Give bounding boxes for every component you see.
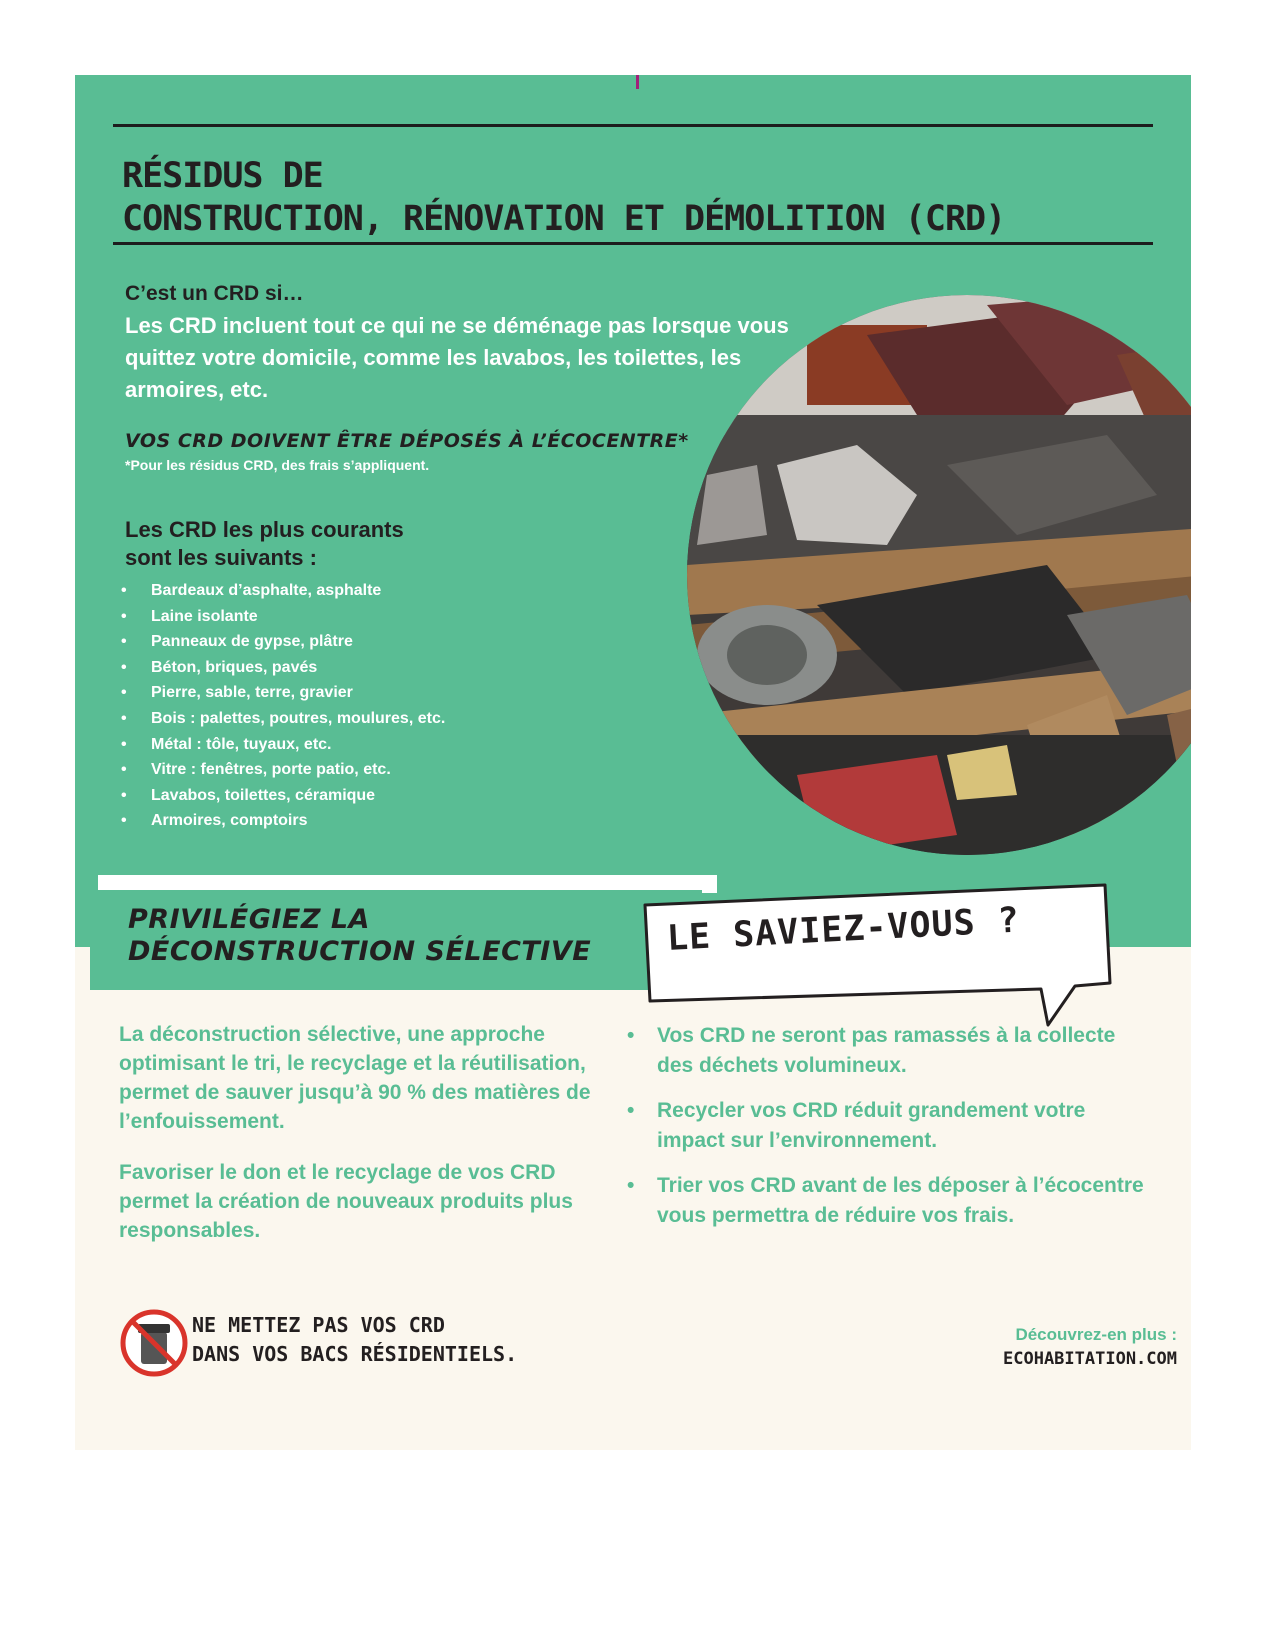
title-line-1: RÉSIDUS DE (122, 156, 323, 196)
bin-warning-line-2: DANS VOS BACS RÉSIDENTIELS. (192, 1342, 518, 1366)
learn-more-label: Découvrez-en plus : (1015, 1325, 1177, 1344)
title-rule-top (113, 124, 1153, 127)
common-crd-title (125, 516, 525, 572)
ecocentre-notice: VOS CRD DOIVENT ÊTRE DÉPOSÉS À L’ÉCOCENTRE* (125, 430, 689, 452)
fees-note: *Pour les résidus CRD, des frais s’appliquent. (125, 457, 430, 473)
speech-bubble (643, 883, 1113, 1033)
deconstruction-paragraph-2: Favoriser le don et le recyclage de vos CRD permet la création de nouveaux produits plus responsables. (119, 1161, 573, 1242)
common-crd-list (121, 578, 445, 834)
learn-more (1003, 1325, 1177, 1369)
no-trash-bin-icon (119, 1308, 189, 1378)
intro-block (125, 282, 825, 406)
intro-body: Les CRD incluent tout ce qui ne se déménage pas lorsque vous quittez votre domicile, comme les lavabos, les toilettes, les armoires, etc. (125, 313, 789, 402)
website-link[interactable]: ECOHABITATION.COM (1003, 1349, 1177, 1369)
list-item: • Béton, briques, pavés (121, 655, 445, 681)
deconstruction-heading-box (90, 890, 702, 990)
list-item: • Lavabos, toilettes, céramique (121, 783, 445, 809)
bin-warning-line-1: NE METTEZ PAS VOS CRD (192, 1313, 445, 1337)
common-title-line-1: Les CRD les plus courants (125, 517, 404, 542)
intro-lead: C’est un CRD si… (125, 282, 304, 305)
title-rule-bottom (113, 242, 1153, 245)
list-item: • Vos CRD ne seront pas ramassés à la collecte des déchets volumineux. (627, 1021, 1147, 1081)
did-you-know-title: LE SAVIEZ-VOUS ? (666, 900, 1021, 959)
deconstruction-paragraph-1: La déconstruction sélective, une approche optimisant le tri, le recyclage et la réutilisation, permet de sauver jusqu’à 90 % des matières de l’enfouissement. (119, 1023, 591, 1133)
deconstruction-heading-line-2: DÉCONSTRUCTION SÉLECTIVE (128, 936, 592, 967)
deconstruction-heading (128, 904, 591, 968)
deconstruction-text (119, 1020, 609, 1267)
list-item: • Vitre : fenêtres, porte patio, etc. (121, 757, 445, 783)
list-item: • Bois : palettes, poutres, moulures, etc. (121, 706, 445, 732)
list-item: • Laine isolante (121, 604, 445, 630)
flyer-page (75, 75, 1191, 1450)
deconstruction-heading-line-1: PRIVILÉGIEZ LA (128, 904, 370, 935)
list-item: • Armoires, comptoirs (121, 808, 445, 834)
did-you-know-list (627, 1021, 1147, 1246)
page-title (122, 155, 1162, 241)
bin-warning (192, 1311, 517, 1369)
list-item: • Recycler vos CRD réduit grandement votre impact sur l’environnement. (627, 1096, 1147, 1156)
list-item: • Trier vos CRD avant de les déposer à l’écocentre vous permettra de réduire vos frais. (627, 1171, 1147, 1231)
common-title-line-2: sont les suivants : (125, 545, 317, 570)
crop-mark (636, 75, 639, 89)
list-item: • Panneaux de gypse, plâtre (121, 629, 445, 655)
title-line-2: CONSTRUCTION, RÉNOVATION ET DÉMOLITION (CRD) (122, 199, 1006, 239)
list-item: • Pierre, sable, terre, gravier (121, 680, 445, 706)
list-item: • Bardeaux d’asphalte, asphalte (121, 578, 445, 604)
list-item: • Métal : tôle, tuyaux, etc. (121, 732, 445, 758)
